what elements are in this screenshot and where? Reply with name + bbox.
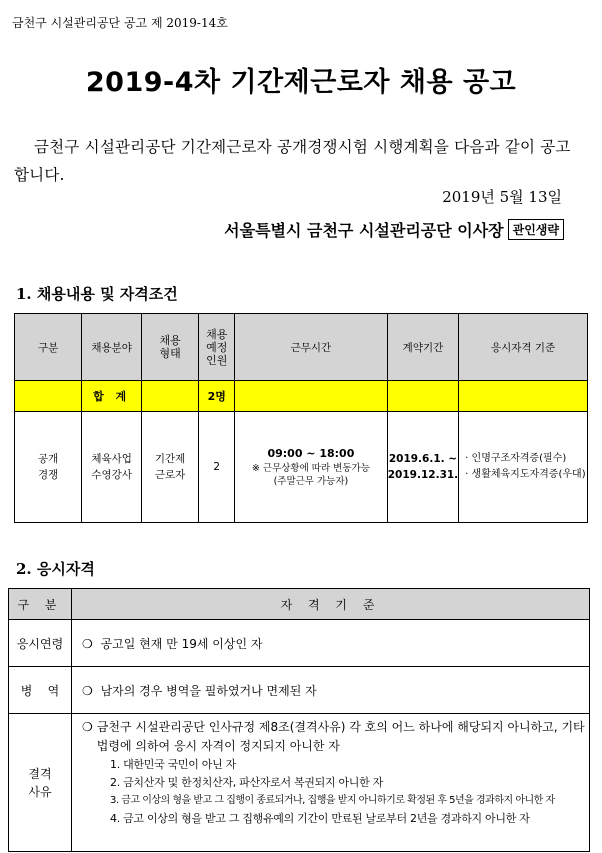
recruitment-table	[14, 313, 588, 523]
reason-1: 1. 대한민국 국민이 아닌 자	[110, 758, 236, 771]
header-hours: 근무시간	[235, 314, 388, 381]
row-count: 2	[199, 412, 235, 523]
row-field: 체육사업 수영강사	[82, 412, 142, 523]
total-row	[15, 381, 588, 412]
notice-date: 2019년 5월 13일	[442, 188, 562, 206]
header-qualification: 응시자격 기준	[459, 314, 588, 381]
table-row	[9, 667, 590, 714]
header-period: 계약기간	[387, 314, 458, 381]
age-criteria: 공고일 현재 만 19세 이상인 자	[100, 636, 263, 651]
section2-heading: 2. 응시자격	[16, 560, 95, 578]
header-field: 채용분야	[82, 314, 142, 381]
notice-number: 금천구 시설관리공단 공고 제 2019-14호	[12, 16, 228, 30]
header-criteria: 자 격 기 준	[72, 589, 590, 620]
table-row	[9, 714, 590, 852]
issuer-name: 서울특별시 금천구 시설관리공단 이사장	[224, 221, 504, 240]
reason-4: 4. 금고 이상의 형을 받고 그 집행유예의 기간이 만료된 날로부터 2년을 경과하지 아니한 자	[110, 812, 530, 825]
official-seal: 관인생략	[508, 219, 564, 240]
row-qualification: · 인명구조자격증(필수) · 생활체육지도자격증(우대)	[459, 412, 588, 523]
disqualify-label: 결격 사유	[9, 714, 72, 852]
row-period: 2019.6.1. ~ 2019.12.31.	[387, 412, 458, 523]
circle-bullet-icon: ❍	[82, 636, 93, 651]
row-hours: 09:00 ~ 18:00	[267, 447, 355, 460]
table-row	[9, 620, 590, 667]
circle-bullet-icon: ❍	[82, 683, 93, 698]
reason-3: 3. 금고 이상의 형을 받고 그 집행이 종료되거나, 집행을 받지 아니하기로 확정된 후 5년을 경과하지 아니한 자	[110, 795, 555, 806]
military-criteria: 남자의 경우 병역을 필하였거나 면제된 자	[100, 683, 317, 698]
table-row	[15, 412, 588, 523]
row-hours-cell	[235, 412, 388, 523]
total-count: 2명	[199, 381, 235, 412]
reason-2: 2. 금치산자 및 한정치산자, 파산자로서 복권되지 아니한 자	[110, 776, 383, 789]
intro-text: 금천구 시설관리공단 기간제근로자 공개경쟁시험 시행계획을 다음과 같이 공고합니다.	[14, 138, 571, 184]
row-type: 기간제 근로자	[141, 412, 198, 523]
header-count: 채용 예정 인원	[199, 314, 235, 381]
page-title: 2019-4차 기간제근로자 채용 공고	[85, 67, 517, 98]
header-category: 구분	[15, 314, 82, 381]
header-division: 구 분	[9, 589, 72, 620]
disqualify-intro: 금천구 시설관리공단 인사규정 제8조(결격사유) 각 호의 어느 하나에 해당되지 아니하고, 기타 법령에 의하여 응시 자격이 정지되지 아니한 자	[96, 720, 585, 753]
eligibility-table	[8, 588, 590, 852]
row-hours-note: ※ 근무상황에 따라 변동가능 (주말근무 가능자)	[251, 463, 370, 487]
total-label: 합 계	[82, 381, 142, 412]
section1-heading: 1. 채용내용 및 자격조건	[16, 285, 178, 303]
row-category: 공개 경쟁	[15, 412, 82, 523]
circle-bullet-icon: ❍	[82, 720, 93, 734]
header-type: 채용 형태	[141, 314, 198, 381]
military-label: 병 역	[9, 667, 72, 714]
age-label: 응시연령	[9, 620, 72, 667]
issuer	[224, 218, 564, 241]
